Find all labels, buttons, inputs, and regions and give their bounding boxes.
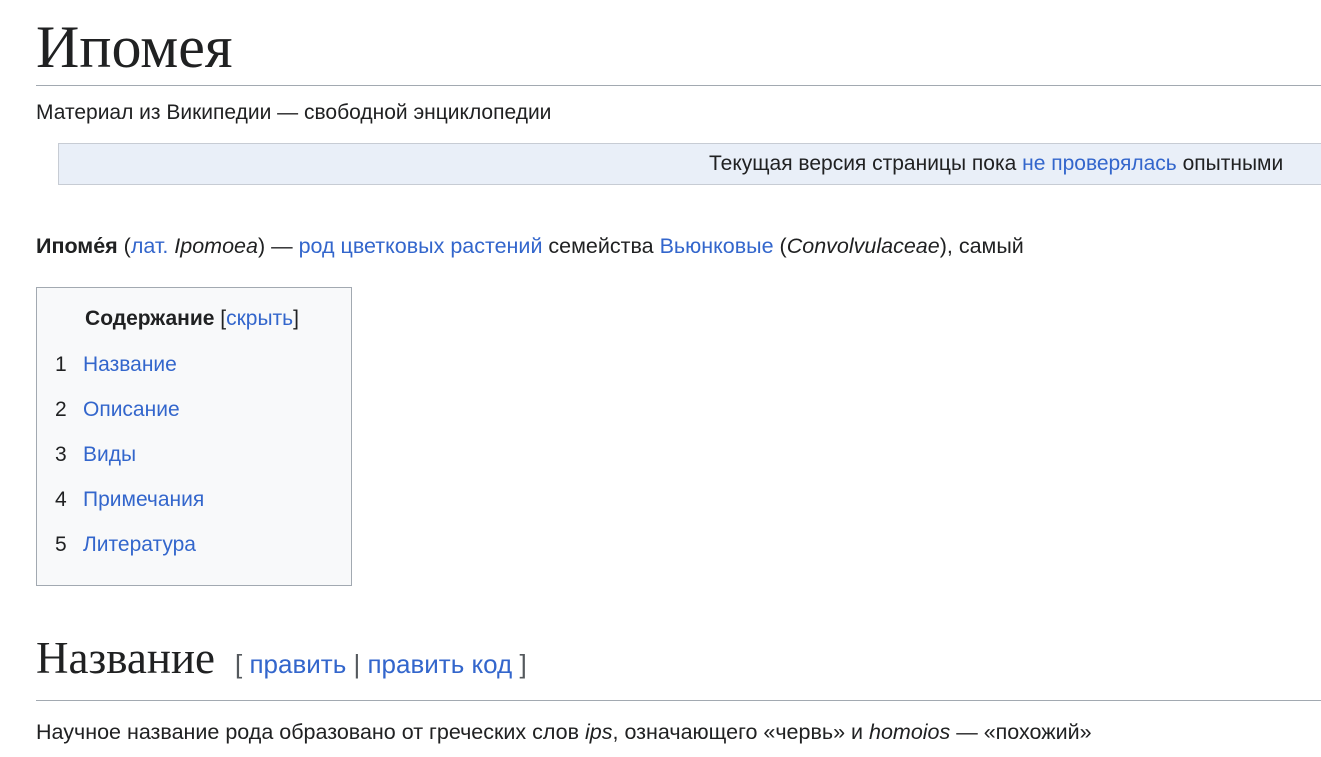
toc-number: 1	[55, 353, 67, 376]
edit-section-controls	[235, 649, 527, 679]
toc-number: 2	[55, 398, 67, 421]
latin-language-link[interactable]: лат.	[130, 234, 169, 258]
review-status-banner	[58, 143, 1321, 185]
lead-text: ) —	[257, 234, 299, 258]
toc-hide-bracket-open: [	[220, 307, 227, 330]
lead-text: (	[117, 234, 131, 258]
edit-link[interactable]: править	[249, 649, 347, 679]
toc-item-vidy[interactable]	[55, 432, 329, 477]
greek-word-ips: ips	[585, 720, 613, 744]
site-subtitle: Материал из Википедии — свободной энциклопедии	[36, 101, 552, 124]
family-link[interactable]: Вьюнковые	[659, 234, 774, 258]
family-latin-name: Convolvulaceae	[786, 234, 940, 258]
toc-link-opisanie[interactable]: Описание	[83, 398, 180, 421]
lead-text: (	[773, 234, 787, 258]
latin-genus-name: Ipomoea	[174, 234, 258, 258]
etymology-paragraph	[36, 718, 1321, 747]
review-banner-text-after: опытными	[1176, 152, 1284, 175]
lead-text: самый	[958, 234, 1024, 258]
genus-link[interactable]: род цветковых растений	[298, 234, 543, 258]
toc-hide-bracket-close: ]	[293, 307, 299, 330]
toc-item-nazvanie[interactable]	[55, 342, 329, 387]
toc-item-primechaniya[interactable]	[55, 477, 329, 522]
toc-title: Содержание	[85, 307, 215, 330]
body-text: Научное название рода образовано от греческих слов	[36, 720, 586, 744]
page-title: Ипомея	[36, 12, 1321, 86]
greek-word-homoios: homoios	[869, 720, 951, 744]
toc-number: 5	[55, 533, 67, 556]
article-term: Ипоме́я	[36, 234, 118, 258]
toc-hide-link[interactable]: скрыть	[226, 307, 294, 330]
toc-number: 4	[55, 488, 67, 511]
toc-title-row	[55, 304, 329, 334]
edit-bracket-close: ]	[512, 649, 527, 679]
toc-link-literatura[interactable]: Литература	[83, 533, 196, 556]
body-text: — «похожий»	[950, 720, 1092, 744]
edit-bracket-open: [	[235, 649, 250, 679]
edit-source-link[interactable]: править код	[367, 649, 513, 679]
toc-link-nazvanie[interactable]: Название	[83, 353, 177, 376]
toc-link-primechaniya[interactable]: Примечания	[83, 488, 205, 511]
table-of-contents	[36, 287, 352, 586]
article-content	[0, 12, 1321, 747]
toc-item-literatura[interactable]	[55, 522, 329, 567]
toc-item-opisanie[interactable]	[55, 387, 329, 432]
toc-number: 3	[55, 443, 67, 466]
body-text: , означающего «червь» и	[612, 720, 869, 744]
section-heading-nazvanie	[36, 629, 1321, 701]
lead-paragraph	[36, 232, 1321, 261]
lead-text: ),	[939, 234, 959, 258]
review-status-link[interactable]: не проверялась	[1022, 152, 1177, 175]
toc-list	[55, 342, 329, 567]
review-banner-text: Текущая версия страницы пока	[709, 152, 1023, 175]
edit-divider: |	[346, 649, 368, 679]
lead-text: семейства	[542, 234, 660, 258]
section-heading-text: Название	[36, 633, 216, 683]
toc-link-vidy[interactable]: Виды	[83, 443, 137, 466]
